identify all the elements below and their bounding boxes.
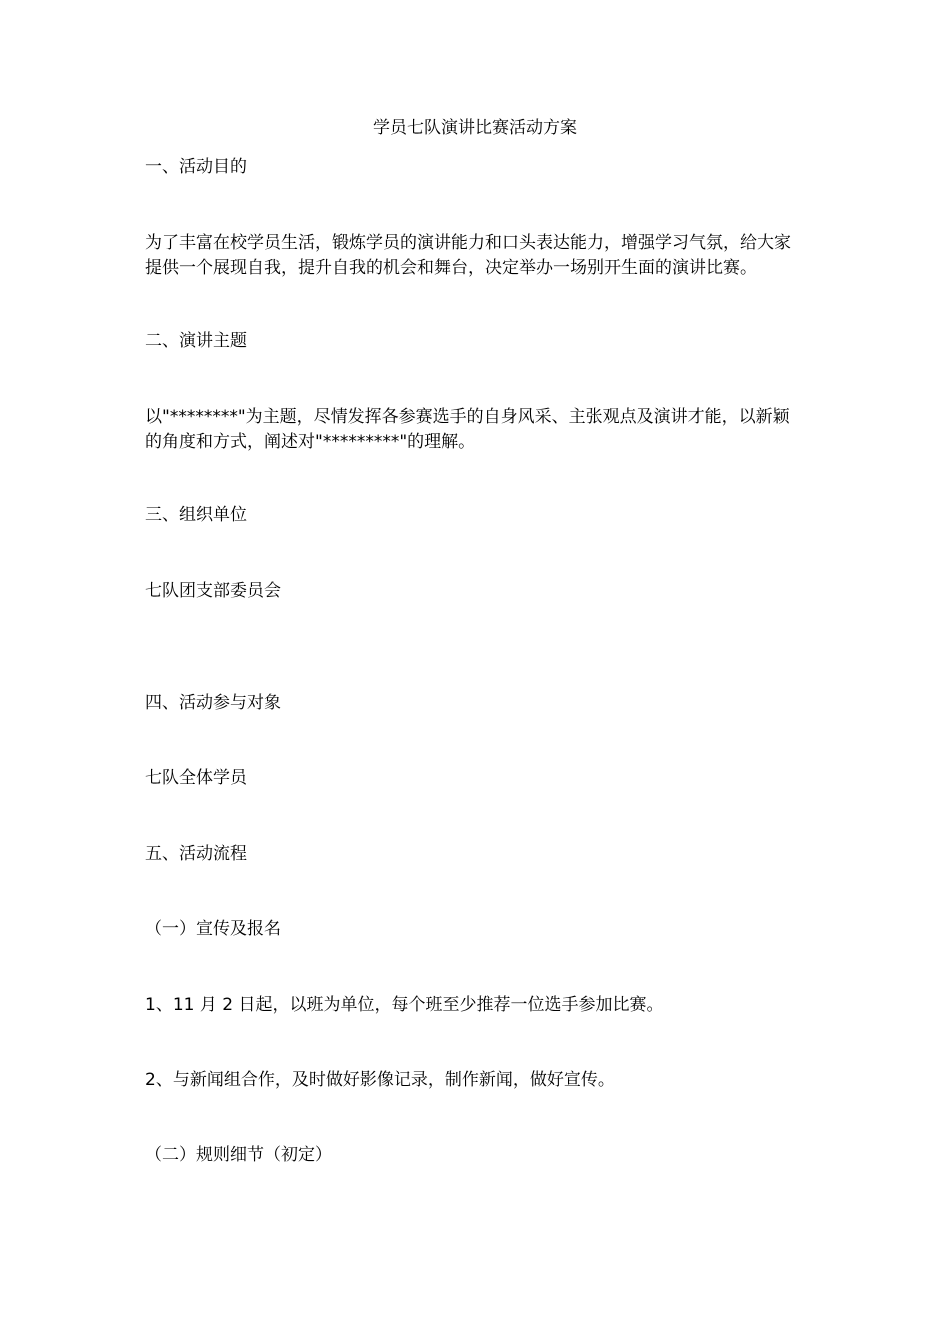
paragraph-theme: 以"********"为主题，尽情发挥各参赛选手的自身风采、主张观点及演讲才能，以新颖的角度和方式，阐述对"*********"的理解。 <box>145 407 790 452</box>
section-heading-purpose: 一、活动目的 <box>145 157 247 177</box>
document-title: 学员七队演讲比赛活动方案 <box>373 118 577 138</box>
list-item-2: 2、与新闻组合作，及时做好影像记录，制作新闻，做好宣传。 <box>145 1070 615 1090</box>
section-heading-theme: 二、演讲主题 <box>145 331 247 351</box>
paragraph-participants: 七队全体学员 <box>145 768 247 788</box>
subsection-heading-rules: （二）规则细节（初定） <box>145 1145 332 1165</box>
section-heading-organizer: 三、组织单位 <box>145 505 247 525</box>
subsection-heading-promotion: （一）宣传及报名 <box>145 919 281 939</box>
section-heading-participants: 四、活动参与对象 <box>145 693 281 713</box>
paragraph-organizer: 七队团支部委员会 <box>145 581 281 601</box>
list-item-1: 1、11 月 2 日起，以班为单位，每个班至少推荐一位选手参加比赛。 <box>145 995 664 1015</box>
section-heading-process: 五、活动流程 <box>145 844 247 864</box>
paragraph-purpose: 为了丰富在校学员生活，锻炼学员的演讲能力和口头表达能力，增强学习气氛，给大家提供一个展现自我，提升自我的机会和舞台，决定举办一场别开生面的演讲比赛。 <box>145 233 791 278</box>
